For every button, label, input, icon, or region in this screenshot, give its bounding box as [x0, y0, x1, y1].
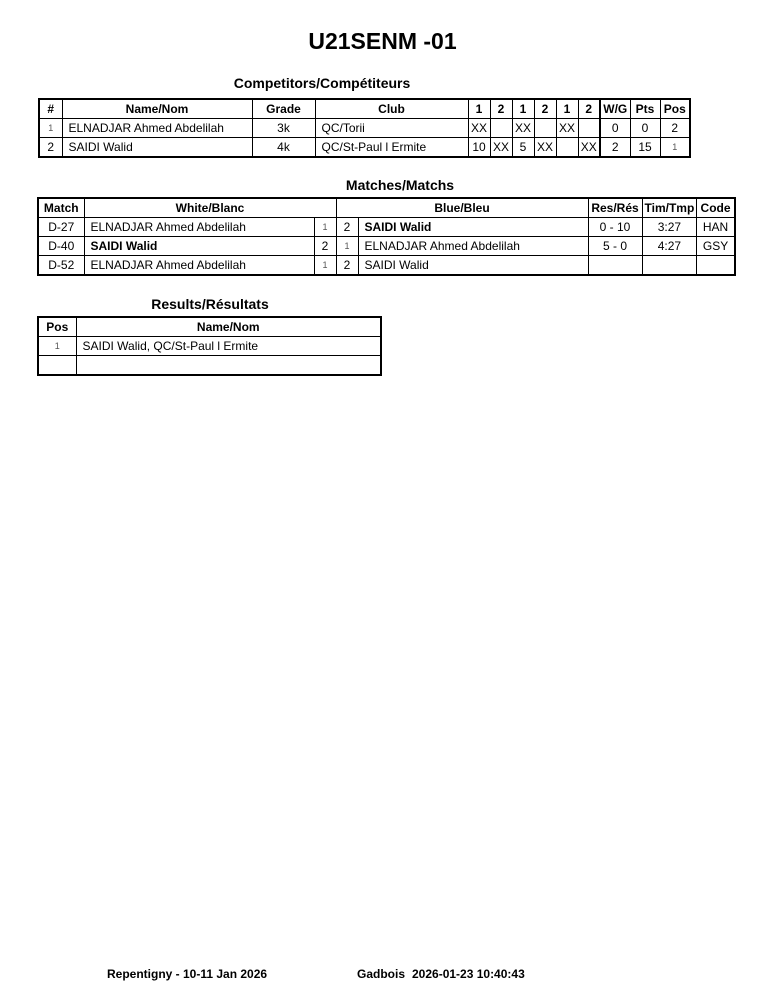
col-round: 2: [490, 99, 512, 119]
competitor-club: QC/St-Paul l Ermite: [315, 138, 468, 158]
match-result: [588, 256, 642, 276]
matches-section-title: Matches/Matchs: [345, 177, 455, 193]
result-row: [38, 356, 381, 376]
col-name: Name/Nom: [76, 317, 381, 337]
col-white: White/Blanc: [84, 198, 336, 218]
competitor-number: 1: [39, 119, 62, 138]
score-cell: [556, 138, 578, 158]
position-cell: 2: [660, 119, 690, 138]
white-number: 1: [314, 256, 336, 276]
score-cell: 5: [512, 138, 534, 158]
col-pos: Pos: [660, 99, 690, 119]
white-number: 2: [314, 237, 336, 256]
col-round: 1: [512, 99, 534, 119]
col-match: Match: [38, 198, 84, 218]
score-cell: [534, 119, 556, 138]
competitors-section-title: Competitors/Compétiteurs: [233, 75, 411, 91]
footer-user: Gadbois: [357, 967, 406, 981]
competitors-header-row: [39, 99, 690, 119]
col-code: Code: [697, 198, 735, 218]
match-result: 5 - 0: [588, 237, 642, 256]
result-name: [76, 356, 381, 376]
col-result: Res/Rés: [588, 198, 642, 218]
col-time: Tim/Tmp: [642, 198, 697, 218]
result-name: SAIDI Walid, QC/St-Paul l Ermite: [76, 337, 381, 356]
col-name: Name/Nom: [62, 99, 252, 119]
score-cell: [578, 119, 600, 138]
match-row: [38, 256, 735, 276]
match-row: [38, 237, 735, 256]
col-blue: Blue/Bleu: [336, 198, 588, 218]
results-section-title: Results/Résultats: [151, 296, 269, 312]
score-cell: 10: [468, 138, 490, 158]
blue-number: 2: [336, 256, 358, 276]
score-cell: XX: [490, 138, 512, 158]
position-cell: 1: [660, 138, 690, 158]
competitor-name: SAIDI Walid: [62, 138, 252, 158]
white-number: 1: [314, 218, 336, 237]
blue-number: 1: [336, 237, 358, 256]
points-cell: 0: [630, 119, 660, 138]
match-time: 4:27: [642, 237, 697, 256]
competitors-table: [38, 98, 691, 158]
col-club: Club: [315, 99, 468, 119]
match-code: HAN: [697, 218, 735, 237]
col-round: 1: [468, 99, 490, 119]
match-code: [697, 256, 735, 276]
white-competitor: SAIDI Walid: [84, 237, 314, 256]
col-round: 1: [556, 99, 578, 119]
score-cell: XX: [468, 119, 490, 138]
score-cell: XX: [556, 119, 578, 138]
score-cell: XX: [578, 138, 600, 158]
col-pos: Pos: [38, 317, 76, 337]
blue-competitor: SAIDI Walid: [358, 218, 588, 237]
blue-number: 2: [336, 218, 358, 237]
competitor-name: ELNADJAR Ahmed Abdelilah: [62, 119, 252, 138]
competitor-number: 2: [39, 138, 62, 158]
wins-cell: 0: [600, 119, 630, 138]
col-grade: Grade: [252, 99, 315, 119]
match-time: 3:27: [642, 218, 697, 237]
wins-cell: 2: [600, 138, 630, 158]
blue-competitor: ELNADJAR Ahmed Abdelilah: [358, 237, 588, 256]
competitor-grade: 4k: [252, 138, 315, 158]
match-id: D-40: [38, 237, 84, 256]
col-wg: W/G: [600, 99, 630, 119]
footer-timestamp: 2026-01-23 10:40:43: [412, 967, 525, 981]
match-row: [38, 218, 735, 237]
competitor-club: QC/Torii: [315, 119, 468, 138]
white-competitor: ELNADJAR Ahmed Abdelilah: [84, 256, 314, 276]
match-id: D-52: [38, 256, 84, 276]
col-num: #: [39, 99, 62, 119]
score-cell: [490, 119, 512, 138]
competitor-row: [39, 138, 690, 158]
col-round: 2: [578, 99, 600, 119]
points-cell: 15: [630, 138, 660, 158]
col-round: 2: [534, 99, 556, 119]
match-result: 0 - 10: [588, 218, 642, 237]
score-cell: XX: [534, 138, 556, 158]
result-row: [38, 337, 381, 356]
competitor-grade: 3k: [252, 119, 315, 138]
score-cell: XX: [512, 119, 534, 138]
matches-table: [37, 197, 736, 276]
result-position: 1: [38, 337, 76, 356]
blue-competitor: SAIDI Walid: [358, 256, 588, 276]
competitor-row: [39, 119, 690, 138]
results-table: [37, 316, 382, 376]
footer-location: Repentigny - 10-11 Jan 2026: [107, 967, 268, 981]
match-code: GSY: [697, 237, 735, 256]
col-pts: Pts: [630, 99, 660, 119]
result-position: [38, 356, 76, 376]
results-header-row: [38, 317, 381, 337]
page-title: U21SENM -01: [308, 28, 457, 54]
match-id: D-27: [38, 218, 84, 237]
match-time: [642, 256, 697, 276]
matches-header-row: [38, 198, 735, 218]
white-competitor: ELNADJAR Ahmed Abdelilah: [84, 218, 314, 237]
